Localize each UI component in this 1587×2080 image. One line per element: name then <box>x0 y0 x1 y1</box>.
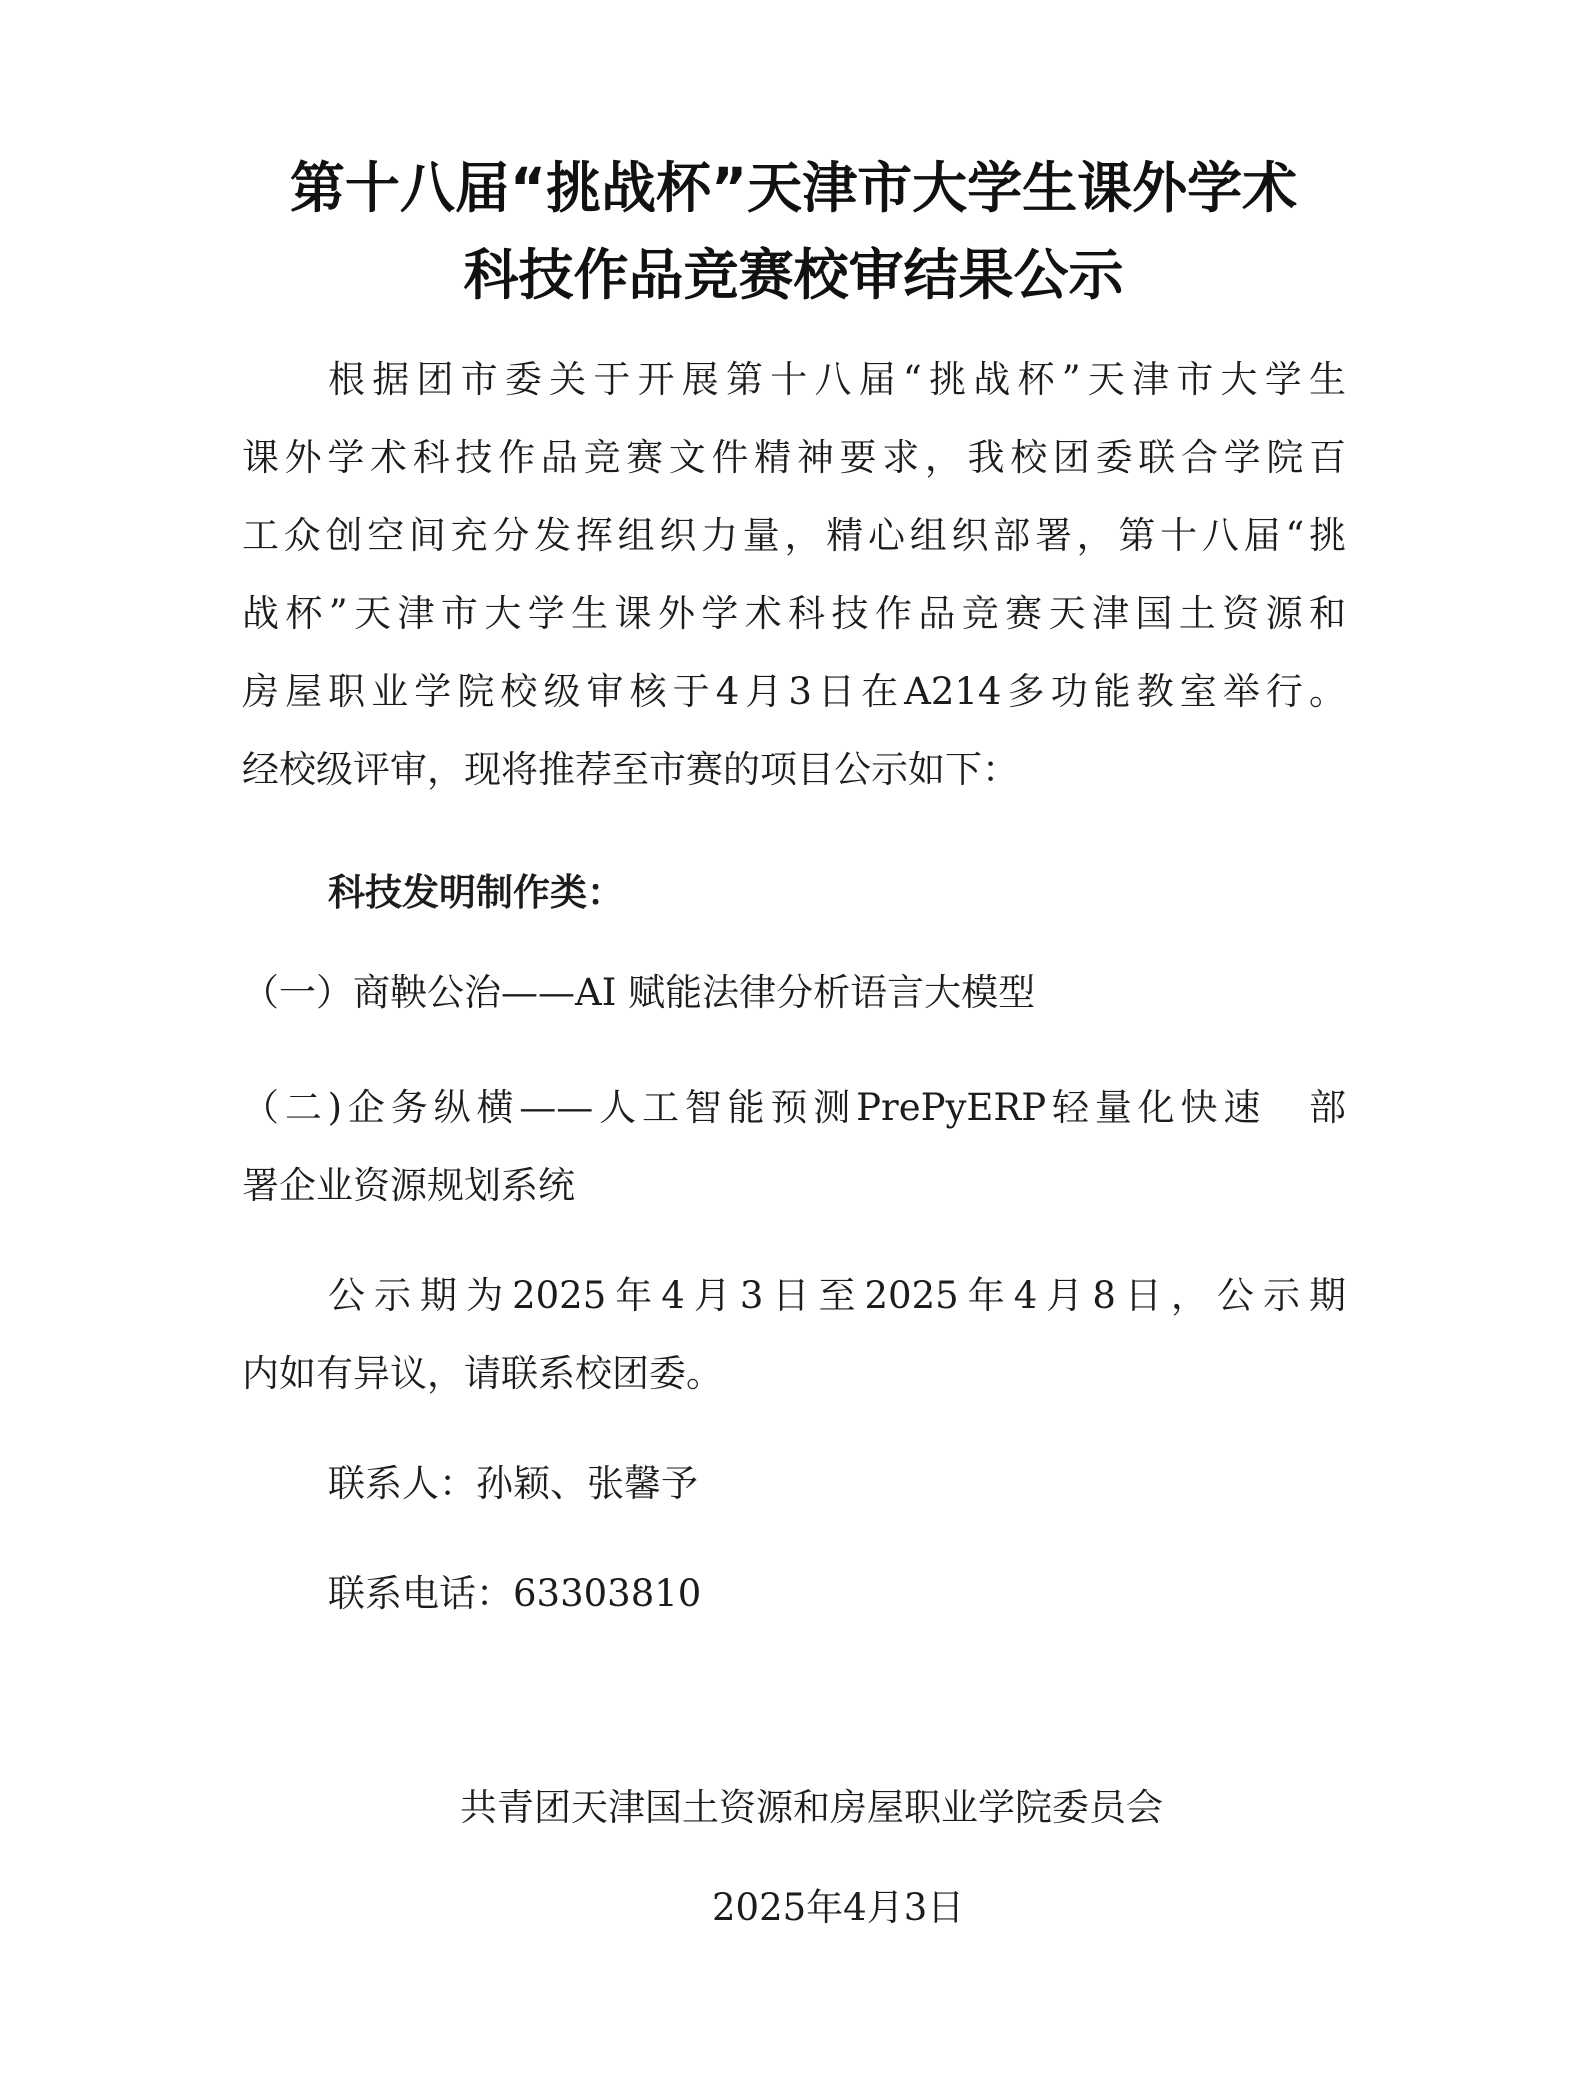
intro-paragraph-line-3: 工众创空间充分发挥组织力量，精心组织部署，第十八届“挑 <box>242 514 1346 557</box>
intro-paragraph-line-2: 课外学术科技作品竞赛文件精神要求，我校团委联合学院百 <box>242 436 1346 479</box>
intro-paragraph-line-5: 房屋职业学院校级审核于4月3日在A214多功能教室举行。 <box>242 670 1346 713</box>
project-item-1: （一）商鞅公治——AI 赋能法律分析语言大模型 <box>242 971 1036 1014</box>
intro-paragraph-line-4: 战杯”天津市大学生课外学术科技作品竞赛天津国土资源和 <box>242 592 1346 635</box>
notice-paragraph-line-2: 内如有异议，请联系校团委。 <box>242 1352 723 1395</box>
contact-phone: 联系电话：63303810 <box>328 1572 702 1615</box>
notice-paragraph-line-1: 公示期为2025年4月3日至2025年4月8日，公示期 <box>328 1274 1346 1317</box>
contact-person: 联系人：孙颖、张馨予 <box>328 1462 698 1505</box>
signature-date: 2025年4月3日 <box>712 1886 965 1929</box>
project-item-2-line-2: 署企业资源规划系统 <box>242 1164 575 1207</box>
intro-paragraph-line-1: 根据团市委关于开展第十八届“挑战杯”天津市大学生 <box>328 358 1346 401</box>
project-item-2-line-1: （二)企务纵横——人工智能预测PrePyERP轻量化快速 部 <box>242 1086 1346 1129</box>
document-title-line-1: 第十八届“挑战杯”天津市大学生课外学术 <box>289 156 1298 220</box>
signature-organization: 共青团天津国土资源和房屋职业学院委员会 <box>460 1786 1163 1829</box>
document-title-line-2: 科技作品竞赛校审结果公示 <box>463 243 1124 307</box>
intro-paragraph-line-6: 经校级评审，现将推荐至市赛的项目公示如下： <box>242 748 1019 791</box>
category-heading: 科技发明制作类： <box>328 871 624 914</box>
